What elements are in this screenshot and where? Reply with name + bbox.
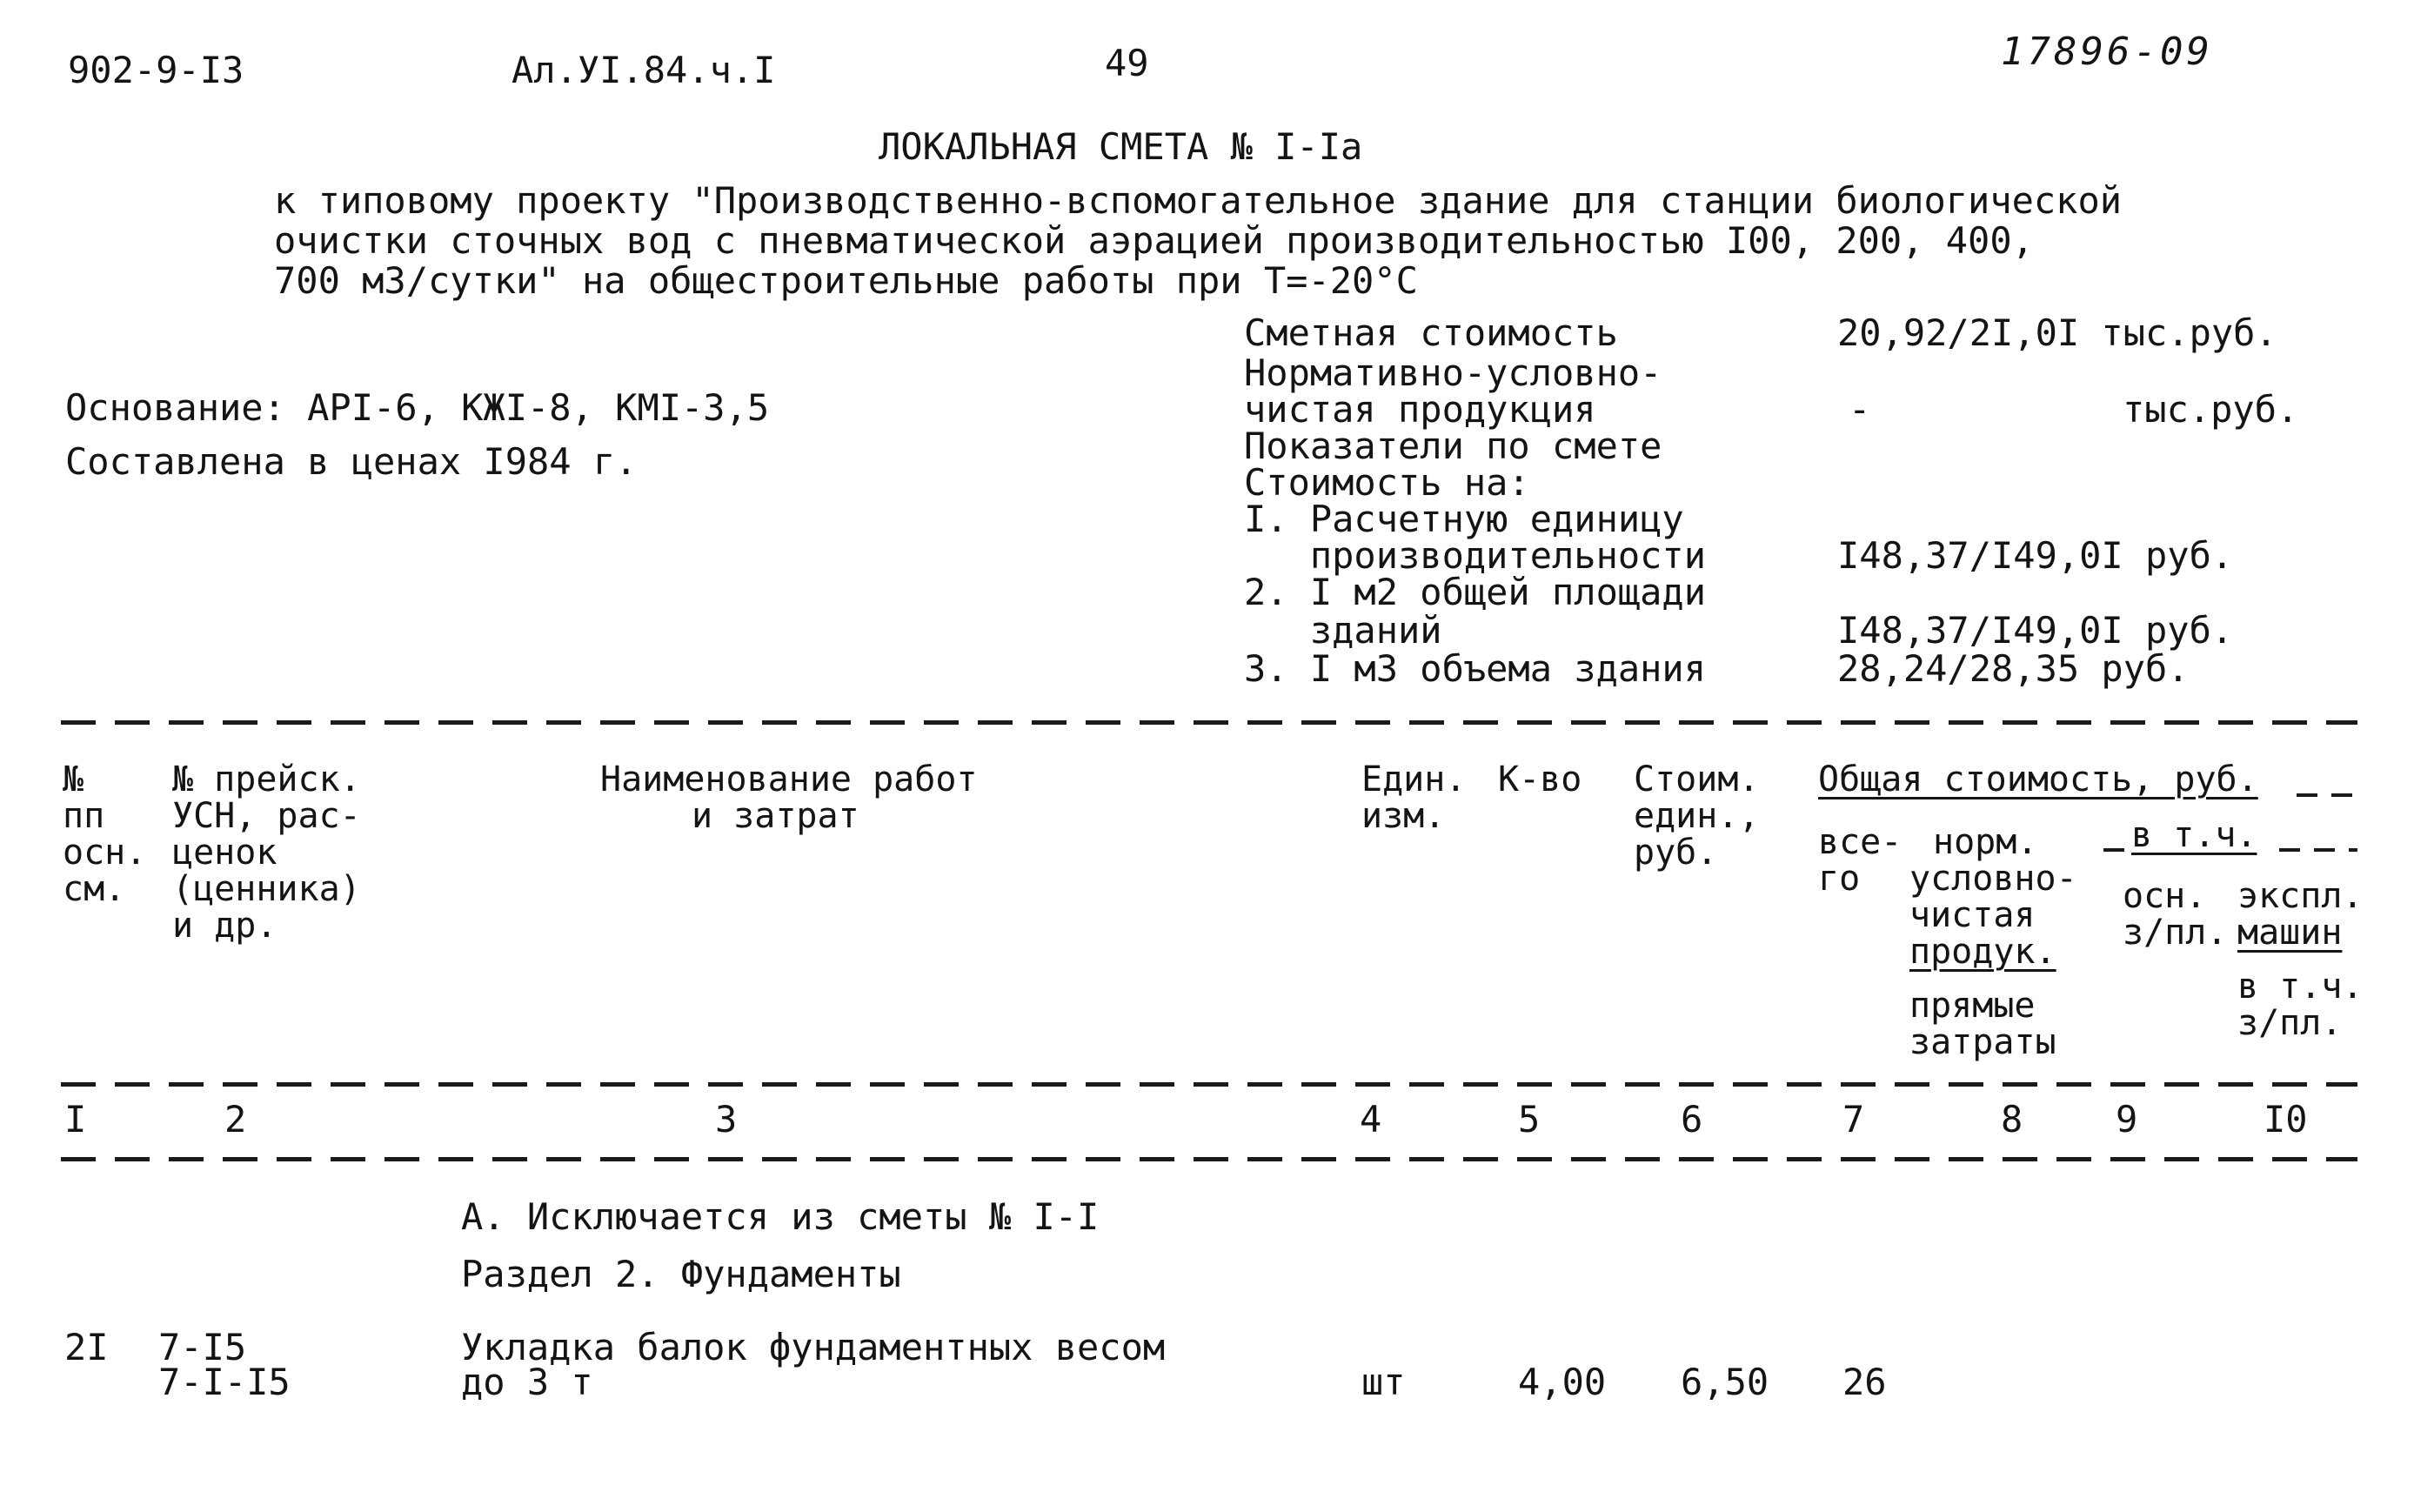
dashed-rule [61,1157,2357,1161]
page-number: 49 [1105,42,1149,84]
col-header-number: № [63,759,84,799]
indicator-1-label: производительности [1244,534,1707,577]
net-product-unit: тыс.руб. [2123,388,2299,431]
col-header-base-salary: осн. [2123,876,2207,916]
net-product-value: - [1849,388,1871,431]
row-total: 26 [1842,1361,1887,1403]
column-number: 7 [1842,1098,1865,1141]
net-product-label: Нормативно-условно- [1244,351,1662,394]
row-name: до 3 т [461,1361,593,1403]
col-header-machine-salary: з/пл. [2237,1003,2343,1043]
col-header-machine-salary: в т.ч. [2237,967,2364,1007]
col-header-price-ref: (ценника) [172,869,361,909]
indicator-2-label: 2. I м2 общей площади [1244,571,1707,613]
album-reference: Ал.УI.84.ч.I [512,49,776,91]
basis: Основание: АРI-6, КЖI-8, КМI-3,5 [65,386,770,429]
prices-year: Составлена в ценах I984 г. [65,440,638,483]
header-dash [2297,793,2357,797]
col-header-net-product: условно- [1909,859,2077,899]
indicator-1-label: I. Расчетную единицу [1244,498,1684,540]
subtitle-line: очистки сточных вод с пневматической аэрацией производительностью I00, 200, 400, [274,219,2034,262]
indicator-3-label: 3. I м3 объема здания [1244,647,1707,690]
row-number: 2I [64,1326,109,1368]
section-foundations: Раздел 2. Фундаменты [461,1253,901,1295]
col-header-unit-cost: Стоим. [1634,759,1760,799]
col-header-direct-costs: прямые [1909,986,2036,1026]
column-number: I [64,1098,87,1141]
indicator-1-value: I48,37/I49,0I руб. [1837,534,2234,577]
col-header-base-salary: з/пл. [2123,913,2228,953]
header-dash [2279,848,2357,852]
dashed-rule [61,720,2357,725]
col-header-quantity: К-во [1498,759,1582,799]
row-unit-cost: 6,50 [1681,1361,1769,1403]
column-number: 9 [2116,1098,2138,1141]
net-product-label: чистая продукция [1244,388,1596,431]
col-header-number: пп [63,796,105,836]
indicators-label: Показатели по смете [1244,425,1662,467]
col-header-net-product: чистая [1909,895,2036,935]
row-unit: шт [1361,1361,1406,1403]
col-header-number: см. [63,869,126,909]
indicator-3-value: 28,24/28,35 руб. [1837,647,2190,690]
col-header-unit: изм. [1361,796,1446,836]
col-header-machines: машин [2237,913,2343,953]
col-header-direct-costs: затраты [1909,1022,2056,1062]
col-header-net-product: норм. [1933,822,2038,862]
col-header-total: го [1818,859,1861,899]
col-header-machines: экспл. [2237,876,2364,916]
col-header-name: и затрат [692,796,859,836]
row-name: Укладка балок фундаментных весом [461,1326,1166,1368]
col-header-price-ref: УСН, рас- [172,796,361,836]
column-number: I0 [2264,1098,2308,1141]
column-number: 3 [715,1098,738,1141]
col-header-price-ref: и др. [172,906,278,946]
indicator-2-label: зданий [1244,609,1442,652]
row-code: 7-I5 [158,1326,247,1368]
column-number: 8 [2001,1098,2023,1141]
row-quantity: 4,00 [1518,1361,1607,1403]
col-header-number: осн. [63,833,147,873]
cost-for-label: Стоимость на: [1244,461,1530,504]
header-dash [2103,848,2130,852]
col-header-total: все- [1818,822,1902,862]
archive-number: 17896-09 [2001,30,2213,74]
column-number: 5 [1518,1098,1541,1141]
indicator-2-value: I48,37/I49,0I руб. [1837,609,2234,652]
subtitle-line: 700 м3/сутки" на общестроительные работы при Т=-20°С [274,259,1418,302]
dashed-rule [61,1082,2357,1087]
column-number: 2 [224,1098,247,1141]
column-number: 4 [1360,1098,1382,1141]
estimate-cost-label: Сметная стоимость [1244,311,1618,354]
estimate-cost-value: 20,92/2I,0I тыс.руб. [1837,311,2277,354]
col-header-name: Наименование работ [600,759,978,799]
project-code: 902-9-I3 [68,49,244,91]
document-title: ЛОКАЛЬНАЯ СМЕТА № I-Iа [879,125,1363,168]
subtitle-line: к типовому проекту "Производственно-вспомогательное здание для станции биологической [274,179,2123,222]
col-header-unit-cost: руб. [1634,833,1718,873]
section-excluded: А. Исключается из сметы № I-I [461,1195,1100,1238]
column-number: 6 [1681,1098,1703,1141]
col-header-unit-cost: един., [1634,796,1760,836]
col-header-price-ref: № прейск. [172,759,361,799]
col-header-net-product: продук. [1909,932,2056,972]
col-header-price-ref: ценок [172,833,278,873]
col-header-total-cost: Общая стоимость, руб. [1818,759,2258,799]
row-code: 7-I-I5 [158,1361,291,1403]
col-header-unit: Един. [1361,759,1467,799]
col-header-incl: в т.ч. [2131,815,2257,855]
